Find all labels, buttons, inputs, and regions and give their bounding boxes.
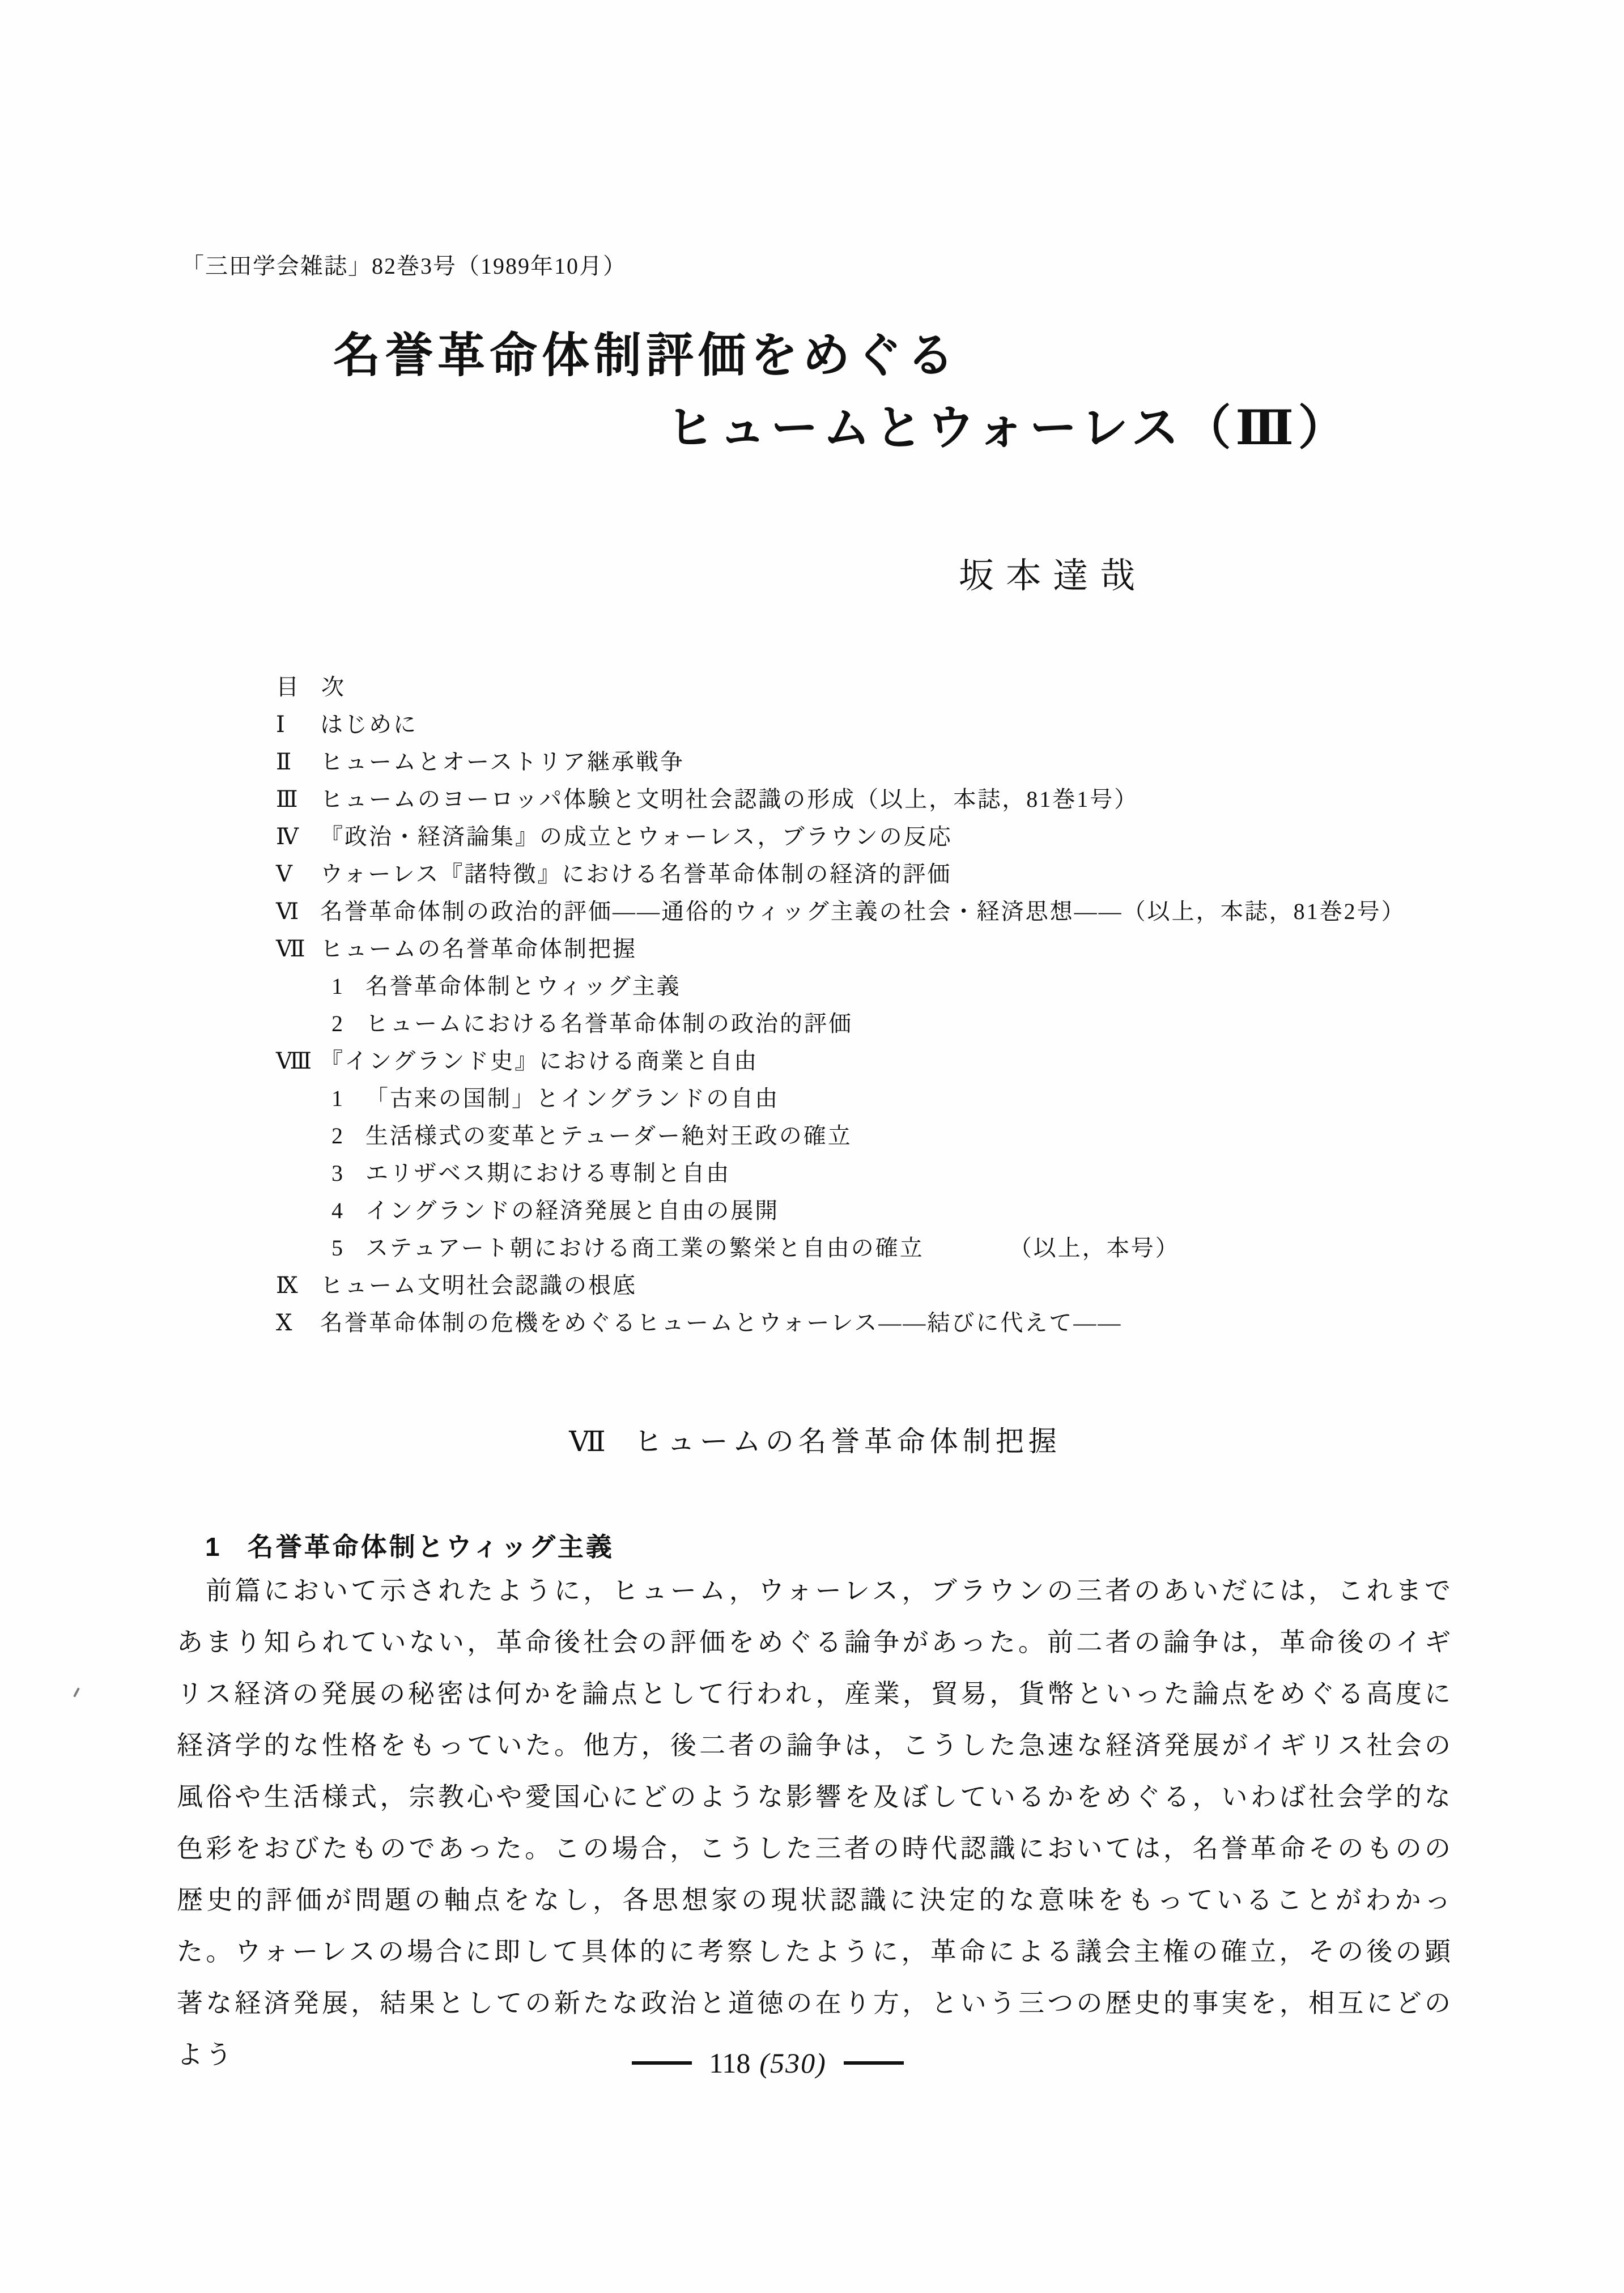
toc-item-number: Ⅳ — [276, 824, 300, 849]
toc-subitem-label: 「古来の国制」とイングランドの自由 — [365, 1086, 780, 1111]
subsection-title: 名誉革命体制とウィッグ主義 — [247, 1532, 614, 1562]
toc-subitem-label: ヒュームにおける名誉革命体制の政治的評価 — [365, 1011, 853, 1036]
toc-subitem-number: 5 — [331, 1235, 345, 1261]
toc-item — [276, 743, 1466, 781]
toc-item-note: （以上，本誌，81巻1号） — [856, 786, 1139, 812]
toc-subitem-label: 名誉革命体制とウィッグ主義 — [365, 973, 681, 999]
toc-item — [276, 818, 1466, 856]
toc-subitem-number: 1 — [331, 1086, 345, 1111]
toc-subitem — [276, 968, 1466, 1005]
toc-item-note: （以上，本誌，81巻2号） — [1123, 899, 1406, 924]
toc-heading: 目 次 — [276, 674, 344, 700]
toc-item-number: Ⅶ — [276, 936, 307, 962]
toc-subitem-label: ステュアート朝における商工業の繁栄と自由の確立 — [365, 1235, 924, 1261]
toc-subitem-number: 2 — [331, 1123, 345, 1148]
subsection-heading — [205, 1526, 614, 1564]
toc-subitem-number: 3 — [331, 1160, 345, 1186]
journal-citation: 「三田学会雑誌」82巻3号（1989年10月） — [181, 253, 627, 279]
toc-item-number: Ⅰ — [276, 712, 287, 737]
toc-subitem — [276, 1230, 1466, 1267]
author-name: 坂本達哉 — [959, 557, 1147, 595]
toc-item-label: ヒュームとオーストリア継承戦争 — [320, 749, 685, 775]
toc-item-label: 『イングランド史』における商業と自由 — [320, 1048, 759, 1074]
body-paragraph: 前篇において示されたように，ヒューム，ウォーレス，ブラウンの三者のあいだには，これまであまり知られていない，革命後社会の評価をめぐる論争があった。前二者の論争は，革命後のイギリス経済の発展の秘密は何かを論点として行われ，産業，貿易，貨幣といった論点をめぐる高度に経済学的な性格をもっていた。他方，後二者の論争は，こうした急速な経済発展がイギリス社会の風俗や生活様式，宗教心や愛国心にどのような影響を及ぼしているかをめぐる，いわば社会学的な色彩をおびたものであった。この場合，こうした三者の時代認識においては，名誉革命そのものの歴史的評価が問題の軸点をなし，各思想家の現状認識に決定的な意味をもっていることがわかった。ウォーレスの場合に即して具体的に考察したように，革命による議会主権の確立，その後の顕著な経済発展，結果としての新たな政治と道徳の在り方，という三つの歴史的事実を，相互にどのよう — [177, 1576, 1453, 2069]
toc-subitem-label: エリザベス期における専制と自由 — [365, 1160, 731, 1186]
page-footer — [0, 2047, 1580, 2079]
toc-subitem-label: 生活様式の変革とテューダー絶対王政の確立 — [365, 1123, 852, 1148]
toc-item-label: 名誉革命体制の危機をめぐるヒュームとウォーレス——結びに代えて—— — [320, 1310, 1123, 1335]
footer-rule-left — [632, 2061, 692, 2065]
toc-item-number: Ⅴ — [276, 861, 294, 887]
toc-subitem-number: 4 — [331, 1198, 345, 1223]
toc-item-number: Ⅱ — [276, 749, 294, 775]
toc-item — [276, 1267, 1466, 1304]
article-title-line2: ヒュームとウォーレス（Ⅲ） — [666, 402, 1350, 455]
toc-subitem — [276, 1192, 1466, 1230]
subsection-number: 1 — [205, 1532, 222, 1562]
table-of-contents — [276, 669, 1466, 1342]
toc-item-number: Ⅵ — [276, 899, 301, 924]
toc-item — [276, 930, 1466, 968]
toc-item — [276, 893, 1466, 930]
toc-item-label: ヒュームのヨーロッパ体験と文明社会認識の形成 — [320, 786, 856, 812]
toc-item-label: 『政治・経済論集』の成立とウォーレス，ブラウンの反応 — [320, 824, 953, 849]
toc-item — [276, 706, 1466, 743]
article-title-line1: 名誉革命体制評価をめぐる — [333, 330, 959, 382]
toc-item-label: ウォーレス『諸特徴』における名誉革命体制の経済的評価 — [320, 861, 952, 887]
toc-item-label: はじめに — [320, 712, 418, 737]
toc-subitem-note: （以上，本号） — [1009, 1235, 1180, 1261]
toc-item — [276, 1043, 1466, 1080]
toc-subitem-label: イングランドの経済発展と自由の展開 — [365, 1198, 780, 1223]
volume-folio-number: (530) — [759, 2047, 827, 2079]
toc-item-number: Ⅷ — [276, 1048, 314, 1074]
toc-item-number: Ⅲ — [276, 786, 300, 812]
toc-subitem — [276, 1155, 1466, 1192]
toc-item — [276, 781, 1466, 818]
toc-item-label: ヒューム文明社会認識の根底 — [320, 1273, 637, 1298]
toc-subitem-number: 2 — [331, 1011, 345, 1036]
toc-item-number: Ⅹ — [276, 1310, 294, 1335]
section-number: Ⅶ — [569, 1426, 610, 1457]
toc-item-label: 名誉革命体制の政治的評価——通俗的ウィッグ主義の社会・経済思想—— — [320, 899, 1123, 924]
toc-subitem — [276, 1005, 1466, 1043]
scan-artifact-mark — [73, 1687, 80, 1698]
toc-subitem — [276, 1117, 1466, 1155]
page-number: 118 — [709, 2047, 751, 2079]
toc-item — [276, 856, 1466, 893]
toc-item — [276, 1304, 1466, 1342]
section-title: ヒュームの名誉革命体制把握 — [634, 1426, 1061, 1457]
toc-item-number: Ⅸ — [276, 1273, 300, 1298]
toc-subitem-number: 1 — [331, 973, 345, 999]
toc-item-label: ヒュームの名誉革命体制把握 — [320, 936, 637, 962]
footer-rule-right — [844, 2061, 904, 2065]
toc-subitem — [276, 1080, 1466, 1117]
section-heading — [177, 1419, 1453, 1460]
